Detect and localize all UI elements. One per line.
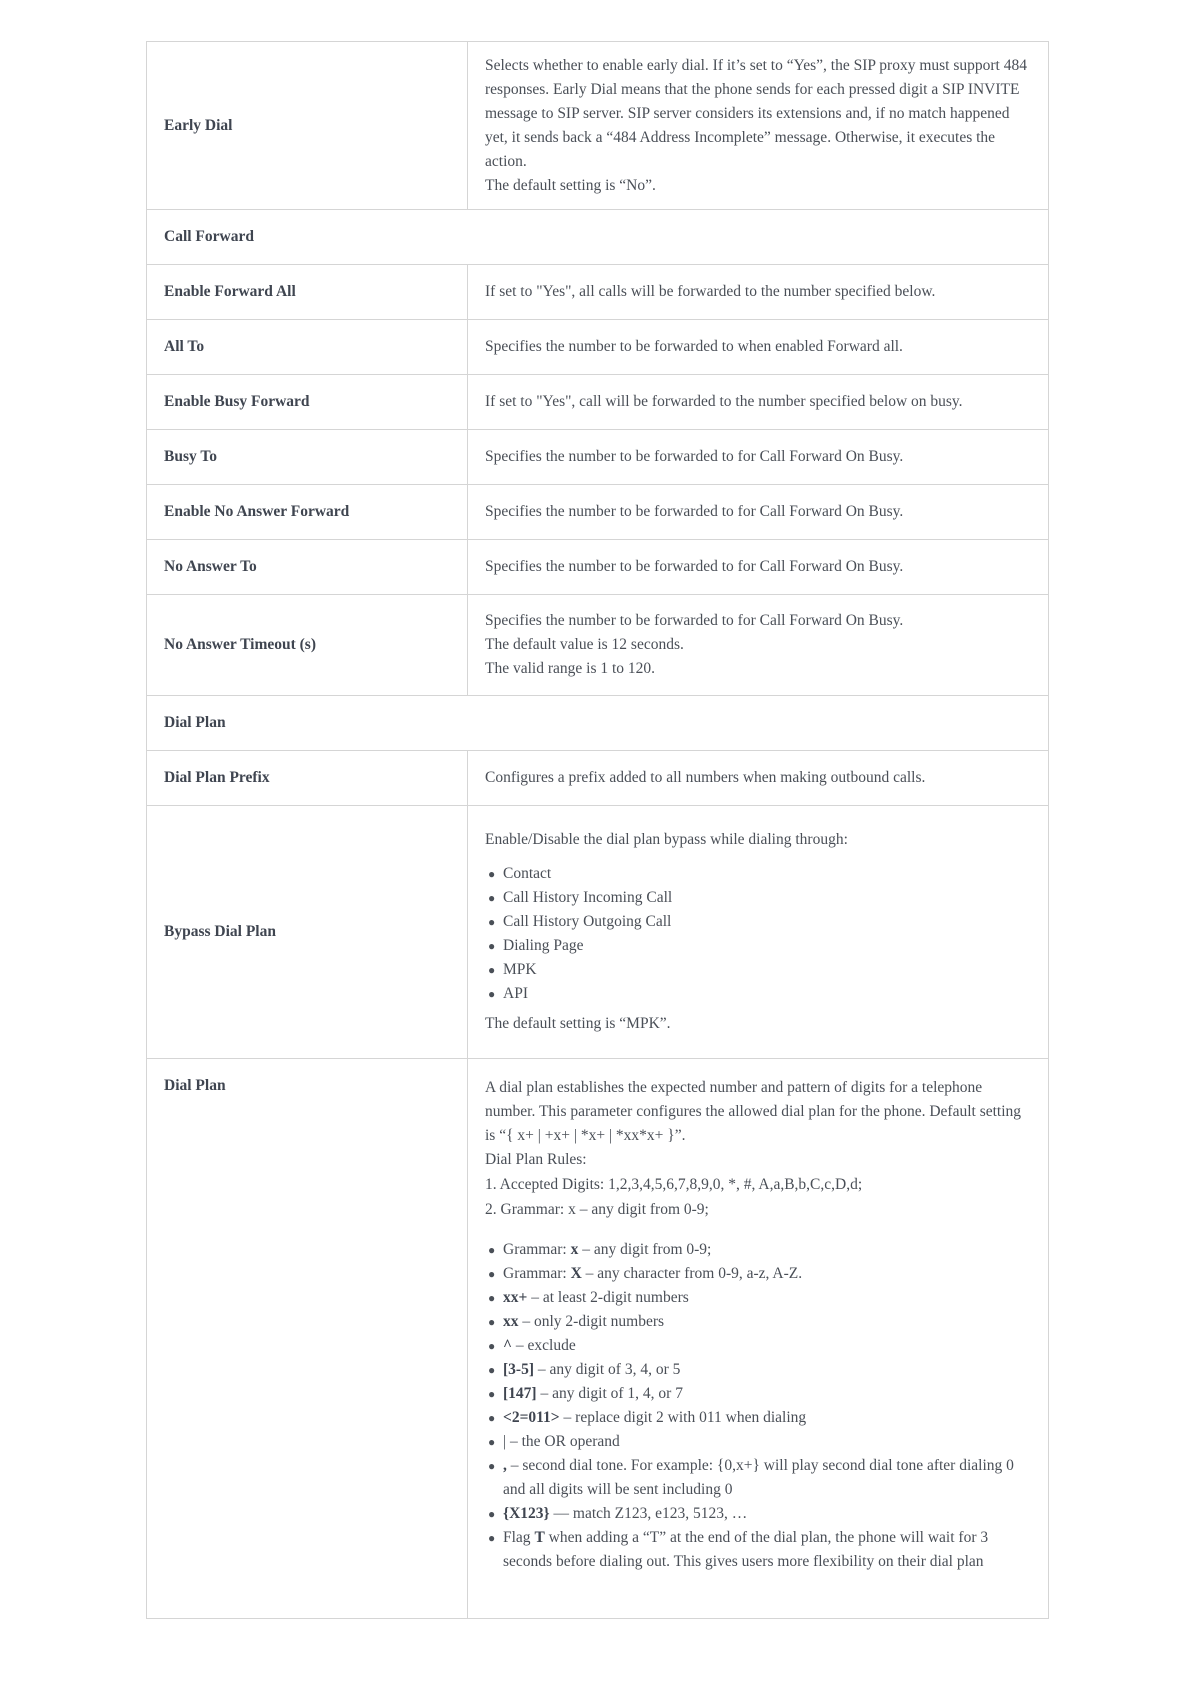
table-row [147,265,1049,320]
param-name: No Answer Timeout (s) [147,595,468,696]
list-item: ● API [485,982,1031,1006]
param-name: Enable Busy Forward [147,375,468,430]
grammar-list [485,1238,1031,1574]
param-name: All To [147,320,468,375]
section-row [147,210,1049,265]
param-description: Specifies the number to be forwarded to for Call Forward On Busy. [468,485,1049,540]
param-name: Enable Forward All [147,265,468,320]
param-description: Selects whether to enable early dial. If it’s set to “Yes”, the SIP proxy must support 484 responses. Early Dial means that the phone sends for each pressed digit a SIP INVITE message to SIP server. SIP server considers its extensions and, if no match happened yet, it sends back a “484 Address Incomplete” message. Otherwise, it executes the action. The default setting is “No”. [468,42,1049,210]
list-item: ● xx – only 2-digit numbers [485,1310,1031,1334]
list-item: ● , – second dial tone. For example: {0,x+} will play second dial tone after dialing 0 and all digits will be sent including 0 [485,1454,1031,1502]
param-description: Specifies the number to be forwarded to for Call Forward On Busy. [468,430,1049,485]
list-item: ● {X123} — match Z123, e123, 5123, … [485,1502,1031,1526]
param-name: Dial Plan [147,1059,468,1619]
list-item: ● <2=011> – replace digit 2 with 011 when dialing [485,1406,1031,1430]
list-item: ● Grammar: x – any digit from 0-9; [485,1238,1031,1262]
table-row [147,595,1049,696]
table-row [147,375,1049,430]
table-row [147,1059,1049,1619]
list-item: ● xx+ – at least 2-digit numbers [485,1286,1031,1310]
param-description: Specifies the number to be forwarded to when enabled Forward all. [468,320,1049,375]
section-title: Dial Plan [147,696,1049,751]
table-row [147,320,1049,375]
bypass-list [485,862,1031,1006]
param-name: Dial Plan Prefix [147,751,468,806]
settings-table [146,41,1049,1619]
param-name: Bypass Dial Plan [147,806,468,1059]
list-item: ● Call History Incoming Call [485,886,1031,910]
param-name: Enable No Answer Forward [147,485,468,540]
list-item: ● Contact [485,862,1031,886]
param-description: If set to "Yes", call will be forwarded to the number specified below on busy. [468,375,1049,430]
table-row [147,806,1049,1059]
table-row [147,751,1049,806]
table-row [147,430,1049,485]
param-description: Specifies the number to be forwarded to for Call Forward On Busy. [468,540,1049,595]
param-description: A dial plan establishes the expected number and pattern of digits for a telephone number. This parameter configures the allowed dial plan for the phone. Default setting is “{ x+ | +x+ | *x+ | *xx*x+ }”. Dial Plan Rules: 1. Accepted Digits: 1,2,3,4,5,6,7,8,9,0, *, #, A,a,B,b,C,c,D,d; 2. Grammar: x – any digit from 0-9; ● Grammar: x – any digit from 0-9; ● Grammar: X – any character from 0-9, a-z, A-Z. ● xx+ – at least 2-digit numbers ● xx – only 2-digit numbers ● ^ – exclude ● [3-5] – any digit of 3, 4, or 5 ● [147] – any digit of 1, 4, or 7 ● <2=011> – replace digit 2 with 011 when dialing ● | – the OR operand ● , – second dial tone. For example: {0,x+} will play second dial tone after dialing 0 and all digits will be sent including 0 ● {X123} — match Z123, e123, 5123, … ● Flag T when adding a “T” at the end of the dial plan, the phone will wait for 3 seconds before dialing out. This gives users more flexibility on their dial plan [468,1059,1049,1619]
list-item: ● ^ – exclude [485,1334,1031,1358]
list-item: ● Grammar: X – any character from 0-9, a-z, A-Z. [485,1262,1031,1286]
list-item: ● Flag T when adding a “T” at the end of the dial plan, the phone will wait for 3 seconds before dialing out. This gives users more flexibility on their dial plan [485,1526,1031,1574]
param-description: Configures a prefix added to all numbers when making outbound calls. [468,751,1049,806]
list-item: ● [3-5] – any digit of 3, 4, or 5 [485,1358,1031,1382]
param-description: Specifies the number to be forwarded to for Call Forward On Busy. The default value is 12 seconds. The valid range is 1 to 120. [468,595,1049,696]
param-name: Early Dial [147,42,468,210]
list-item: ● MPK [485,958,1031,982]
param-description: Enable/Disable the dial plan bypass while dialing through: ● Contact ● Call History Incoming Call ● Call History Outgoing Call ● Dialing Page ● MPK ● API The default setting is “MPK”. [468,806,1049,1059]
section-row [147,696,1049,751]
table-row [147,485,1049,540]
param-description: If set to "Yes", all calls will be forwarded to the number specified below. [468,265,1049,320]
table-row [147,540,1049,595]
section-title: Call Forward [147,210,1049,265]
list-item: ● [147] – any digit of 1, 4, or 7 [485,1382,1031,1406]
list-item: ● | – the OR operand [485,1430,1031,1454]
list-item: ● Dialing Page [485,934,1031,958]
param-name: No Answer To [147,540,468,595]
list-item: ● Call History Outgoing Call [485,910,1031,934]
param-name: Busy To [147,430,468,485]
table-row [147,42,1049,210]
